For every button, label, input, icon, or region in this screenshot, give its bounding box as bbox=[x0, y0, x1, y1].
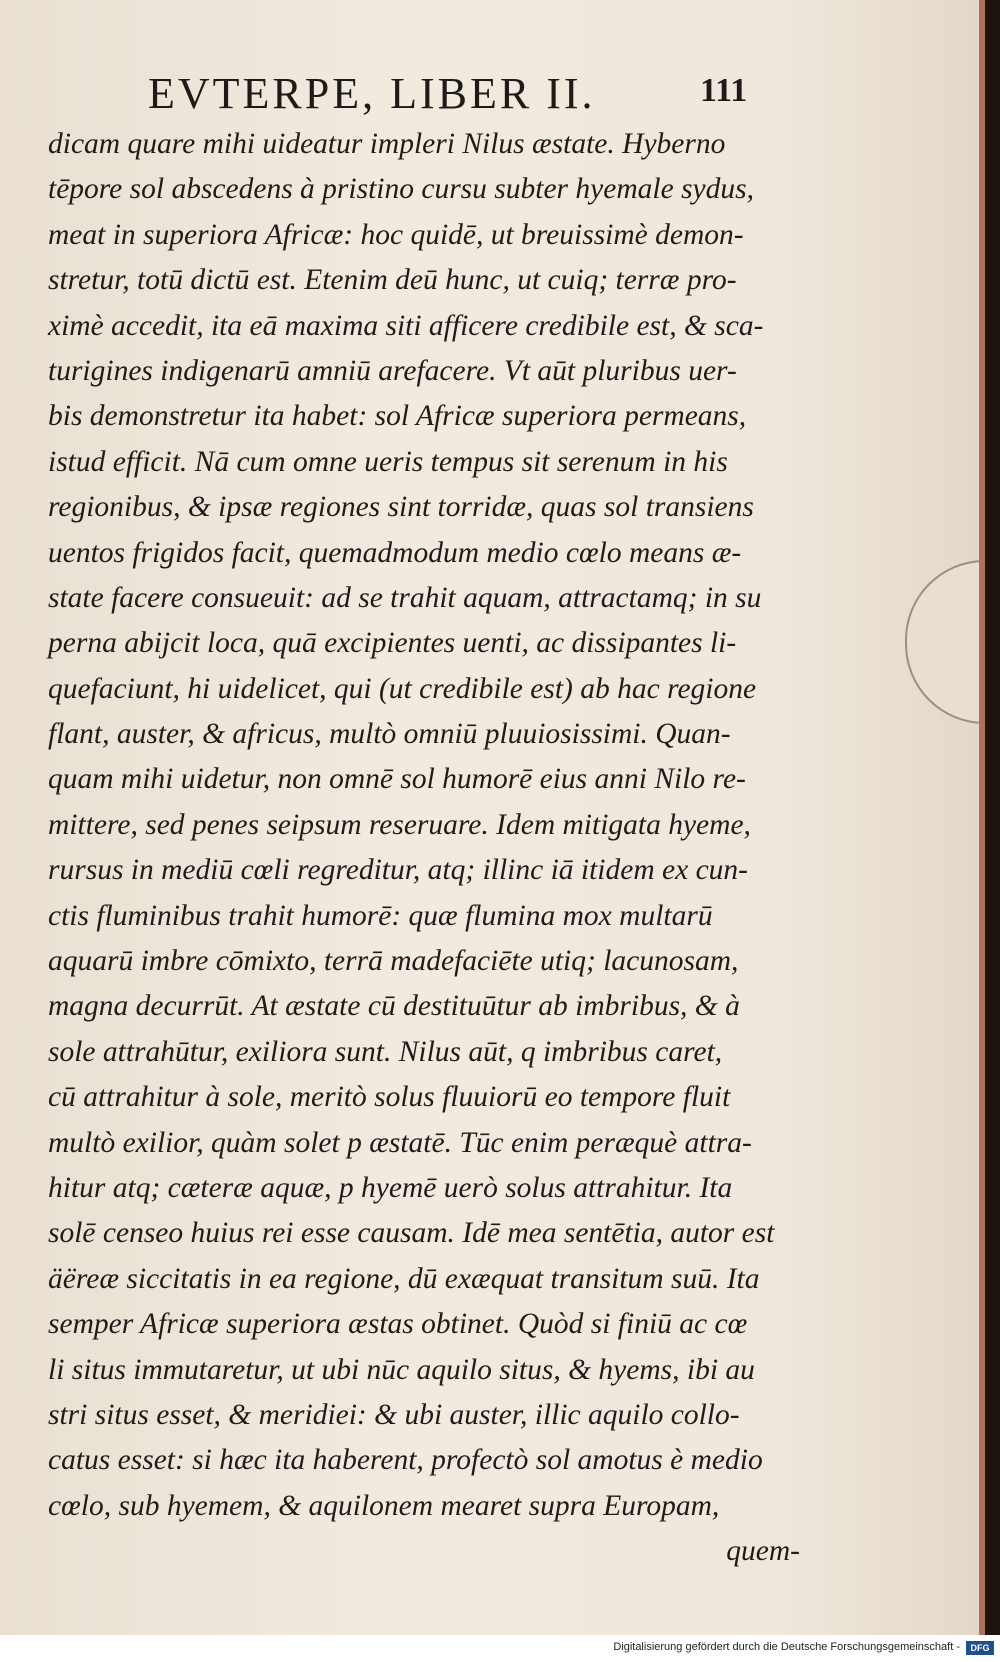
text-line: bis demonstretur ita habet: sol Africæ superiora permeans, bbox=[48, 400, 747, 433]
text-line: tēpore sol abscedens à pristino cursu subter hyemale sydus, bbox=[48, 173, 754, 206]
text-line: sole attrahūtur, exiliora sunt. Nilus aūt, q imbribus caret, bbox=[48, 1035, 723, 1068]
text-line: li situs immutaretur, ut ubi nūc aquilo situs, & hyems, ibi au bbox=[48, 1353, 755, 1386]
text-line: mittere, sed penes seipsum reseruare. Idem mitigata hyeme, bbox=[48, 808, 751, 841]
text-line: stretur, totū dictū est. Etenim deū hunc, ut cuiq; terræ pro- bbox=[48, 264, 737, 297]
text-line: cœlo, sub hyemem, & aquilonem mearet supra Europam, bbox=[48, 1489, 720, 1522]
text-line: semper Africæ superiora æstas obtinet. Quòd si finiū ac cœ bbox=[48, 1308, 748, 1341]
text-line: uentos frigidos facit, quemadmodum medio cœlo means æ- bbox=[48, 536, 742, 569]
digitization-footer bbox=[0, 1635, 1000, 1662]
page-header bbox=[0, 68, 979, 116]
catchword: quem- bbox=[726, 1535, 800, 1568]
text-line: meat in superiora Africæ: hoc quidē, ut breuissimè demon- bbox=[48, 218, 744, 251]
text-line: quefaciunt, hi uidelicet, qui (ut credibile est) ab hac regione bbox=[48, 672, 757, 705]
text-line: stri situs esset, & meridiei: & ubi auster, illic aquilo collo- bbox=[48, 1398, 740, 1431]
running-title: EVTERPE, LIBER II. bbox=[148, 69, 596, 118]
body-text bbox=[48, 122, 808, 1575]
page-edge-curl bbox=[905, 560, 985, 724]
text-line: magna decurrūt. At æstate cū destituūtur ab imbribus, & à bbox=[48, 990, 740, 1023]
text-line: aquarū imbre cōmixto, terrā madefaciēte utiq; lacunosam, bbox=[48, 945, 739, 978]
text-line: regionibus, & ipsæ regiones sint torridæ, quas sol transiens bbox=[48, 491, 754, 524]
text-line: ximè accedit, ita eā maxima siti afficere credibile est, & sca- bbox=[48, 309, 764, 342]
text-line: flant, auster, & africus, multò omniū pluuiosissimi. Quan- bbox=[48, 718, 731, 751]
text-line: quam mihi uidetur, non omnē sol humorē eius anni Nilo re- bbox=[48, 763, 746, 796]
page-number: 111 bbox=[700, 72, 748, 109]
text-line: istud efficit. Nā cum omne ueris tempus sit serenum in his bbox=[48, 445, 728, 478]
text-line: cū attrahitur à sole, meritò solus fluuiorū eo tempore fluit bbox=[48, 1081, 731, 1114]
text-line: dicam quare mihi uideatur impleri Nilus æstate. Hyberno bbox=[48, 128, 726, 160]
dfg-logo: DFG bbox=[966, 1641, 994, 1655]
text-line: hitur atq; cæteræ aquæ, p hyemē uerò solus attrahitur. Ita bbox=[48, 1171, 733, 1204]
text-line: solē censeo huius rei esse causam. Idē mea sentētia, autor est bbox=[48, 1217, 775, 1250]
text-line: rursus in mediū cœli regreditur, atq; illinc iā itidem ex cun- bbox=[48, 854, 748, 887]
text-line: ctis fluminibus trahit humorē: quæ flumina mox multarū bbox=[48, 899, 713, 932]
text-line: turigines indigenarū amniū arefacere. Vt aūt pluribus uer- bbox=[48, 354, 737, 387]
text-line: äëreæ siccitatis in ea regione, dū exæquat transitum suū. Ita bbox=[48, 1262, 760, 1295]
text-line: state facere consueuit: ad se trahit aquam, attractamq; in su bbox=[48, 581, 762, 614]
text-line: catus esset: si hæc ita haberent, profectò sol amotus è medio bbox=[48, 1444, 763, 1477]
text-line: multò exilior, quàm solet p æstatē. Tūc enim peræquè attra- bbox=[48, 1126, 752, 1159]
funding-credit: Digitalisierung gefördert durch die Deutsche Forschungsgemeinschaft - bbox=[613, 1641, 960, 1653]
text-line: perna abijcit loca, quā excipientes uenti, ac dissipantes li- bbox=[48, 627, 737, 660]
